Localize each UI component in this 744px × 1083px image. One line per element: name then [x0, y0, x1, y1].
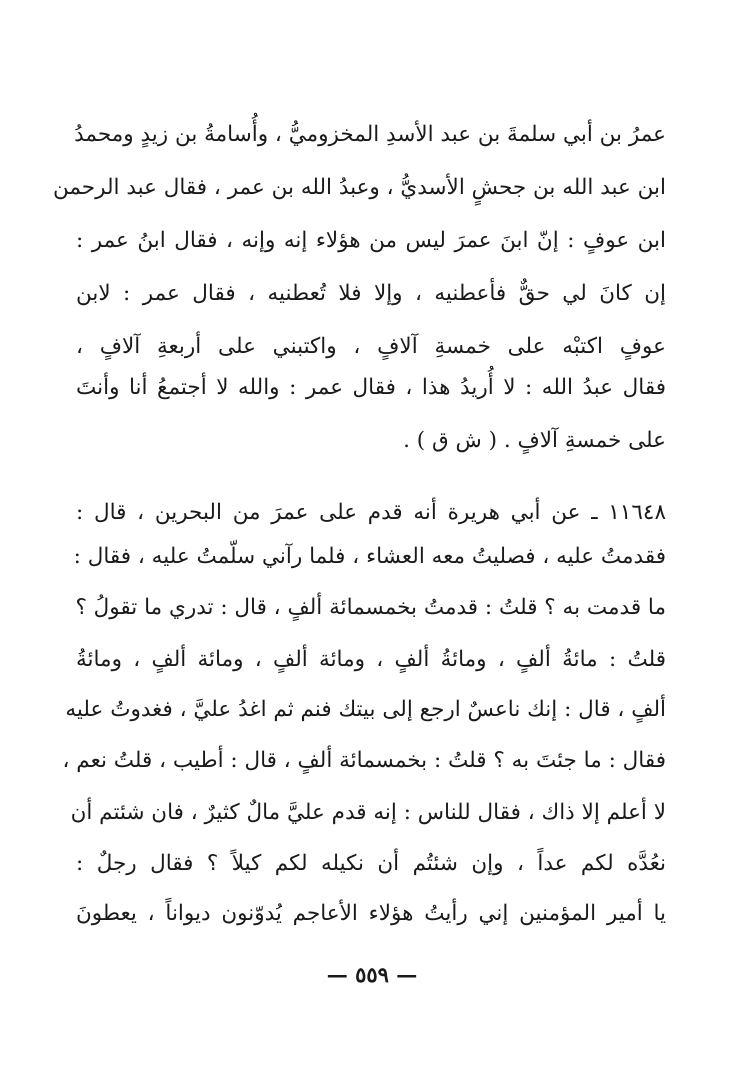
paragraph2-line-6: فقال : ما جئتَ به ؟ قلتُ : بخمسمائة ألفٍ ، قال : أطيب ، قلتُ نعم ،	[62, 748, 666, 773]
page-number: — ٥٥٩ —	[326, 962, 418, 987]
paragraph2-line-5: ألفٍ ، قال : إنك ناعسٌ ارجع إلى بيتك فنم ثم اغدُ عليَّ ، فغدوتُ عليه	[65, 697, 666, 722]
paragraph2-line-4: قلتُ : مائةُ ألفٍ ، ومائةُ ألفٍ ، ومائة ألفٍ ، ومائة ألفٍ ، ومائةُ	[76, 647, 666, 672]
paragraph2-line-2: فقدمتُ عليه ، فصليتُ معه العشاء ، فلما رآني سلّمتُ عليه ، فقال :	[73, 544, 666, 569]
paragraph1-line-3: ابن عوفٍ : إنّ ابنَ عمرَ ليس من هؤلاء إنه وإنه ، فقال ابنُ عمر :	[76, 228, 666, 253]
paragraph1-line-6: فقال عبدُ الله : لا أُريدُ هذا ، فقال عمر : والله لا أجتمعُ أنا وأنتَ	[76, 375, 666, 400]
paragraph2-line-3: ما قدمت به ؟ قلتُ : قدمتُ بخمسمائة ألفٍ ، قال : تدري ما تقولُ ؟	[75, 595, 666, 620]
paragraph2-line-1: ١١٦٤٨ ـ عن أبي هريرة أنه قدم على عمرَ من البحرين ، قال :	[76, 500, 666, 525]
paragraph2-line-9: يا أمير المؤمنين إني رأيتُ هؤلاء الأعاجم يُدوّنون ديواناً ، يعطونَ	[76, 901, 666, 926]
paragraph1-line-1: عمرُ بن أبي سلمةَ بن عبد الأسدِ المخزوميُّ ، وأُسامةُ بن زيدٍ ومحمدُ	[74, 122, 666, 147]
paragraph1-line-2: ابن عبد الله بن جحشٍ الأسديُّ ، وعبدُ الله بن عمر ، فقال عبد الرحمن	[53, 175, 666, 200]
paragraph2-line-7: لا أعلم إلا ذاك ، فقال للناس : إنه قدم عليَّ مالٌ كثيرٌ ، فان شئتم أن	[70, 800, 666, 825]
paragraph1-line-4: إن كانَ لي حقٌّ فأعطنيه ، وإلا فلا تُعطنيه ، فقال عمر : لابن	[76, 281, 666, 306]
paragraph2-line-8: نعُدَّه لكم عداً ، وإن شئتُم أن نكيله لكم كيلاً ؟ فقال رجلٌ :	[76, 851, 666, 876]
paragraph1-line-7: على خمسةِ آلافٍ . ( ش ق ) .	[403, 428, 666, 453]
paragraph1-line-5: عوفٍ اكتبْه على خمسةِ آلافٍ ، واكتبني على أربعةِ آلافٍ ،	[76, 334, 666, 359]
